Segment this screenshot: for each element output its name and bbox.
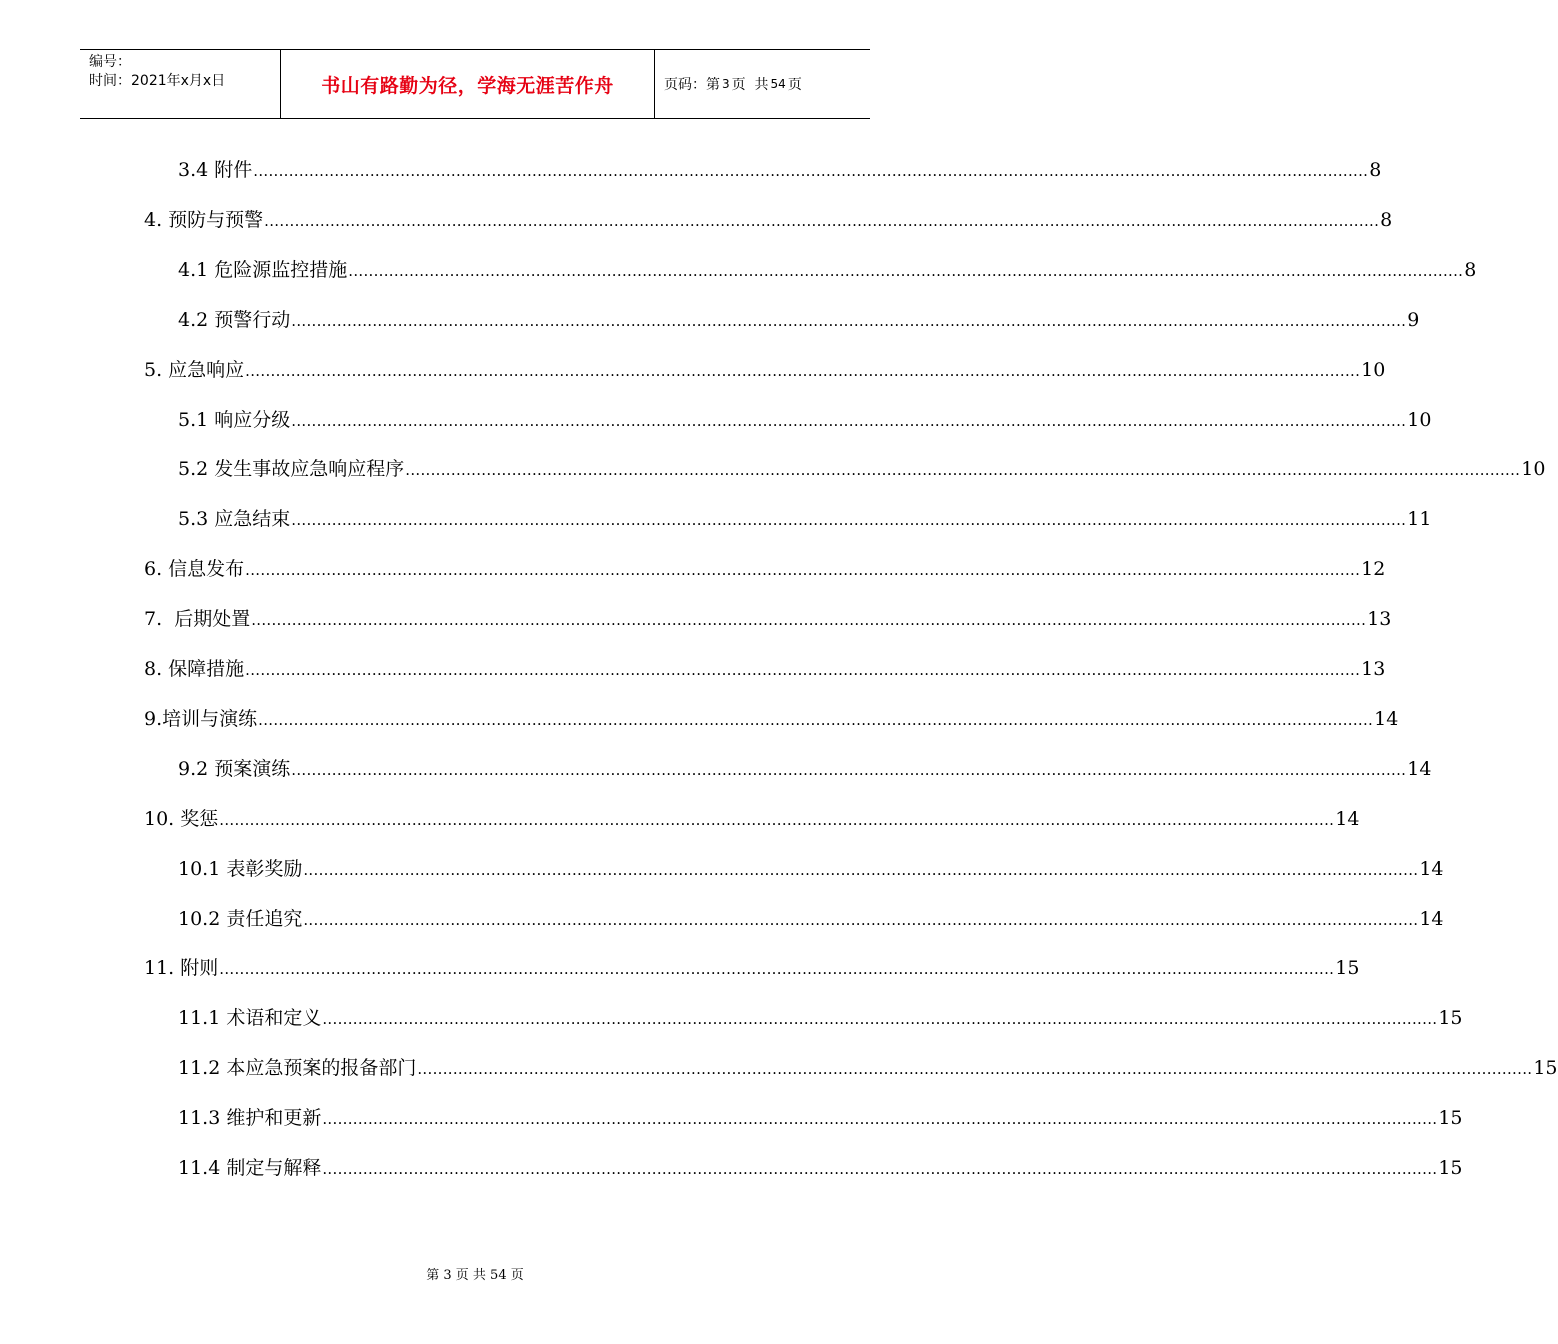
toc-entry-page: 14 (1335, 807, 1360, 830)
toc-entry[interactable] (144, 806, 1360, 832)
toc-leader-dots: ............................................................................................................................................................................................................................ (264, 211, 1380, 230)
toc-entry-page: 10 (1407, 408, 1432, 431)
toc-entry[interactable] (178, 157, 1382, 183)
header-motto: 书山有路勤为径，学海无涯苦作舟 (281, 50, 655, 118)
toc-leader-dots: ............................................................................................................................................................................................................................ (417, 1060, 1533, 1079)
toc-entry-title: 9.2 预案演练 (178, 757, 291, 780)
toc-entry-page: 13 (1367, 608, 1392, 631)
toc-entry-page: 10 (1521, 458, 1546, 481)
toc-leader-dots: ............................................................................................................................................................................................................................ (258, 710, 1374, 729)
toc-entry-title: 4.2 预警行动 (178, 308, 291, 331)
toc-entry[interactable] (178, 856, 1444, 882)
toc-entry-page: 11 (1407, 508, 1432, 531)
toc-entry[interactable] (178, 1005, 1463, 1031)
toc-entry-title: 10.2 责任追究 (178, 907, 303, 930)
toc-entry[interactable] (178, 307, 1420, 333)
header-page-info (655, 50, 870, 118)
toc-entry-page: 13 (1361, 658, 1386, 680)
toc-leader-dots: ............................................................................................................................................................................................................................ (291, 311, 1407, 330)
toc-entry-title: 8. 保障措施 (144, 658, 245, 680)
toc-entry-title: 5.3 应急结束 (178, 508, 291, 531)
toc-entry-title: 11. 附则 (144, 957, 219, 980)
page-footer: 第 3 页 共 54 页 (426, 1268, 524, 1283)
toc-entry[interactable] (178, 1105, 1463, 1131)
toc-leader-dots: ............................................................................................................................................................................................................................ (291, 511, 1407, 530)
toc-entry-title: 4. 预防与预警 (144, 208, 264, 231)
toc-entry[interactable] (178, 1055, 1558, 1081)
header-page-num: 3 (722, 77, 730, 91)
toc-entry-title: 5. 应急响应 (144, 358, 245, 381)
toc-entry[interactable] (178, 456, 1546, 482)
toc-entry-page: 14 (1407, 757, 1432, 780)
toc-entry[interactable] (178, 906, 1444, 932)
toc-leader-dots: ............................................................................................................................................................................................................................ (291, 411, 1407, 430)
toc-leader-dots: ............................................................................................................................................................................................................................ (251, 611, 1367, 630)
toc-entry[interactable] (178, 257, 1477, 283)
toc-entry-page: 8 (1464, 258, 1477, 281)
toc-entry[interactable] (178, 506, 1432, 532)
toc-entry[interactable] (178, 407, 1432, 433)
toc-leader-dots: ............................................................................................................................................................................................................................ (405, 461, 1521, 480)
toc-entry-title: 6. 信息发布 (144, 558, 245, 581)
toc-leader-dots: ............................................................................................................................................................................................................................ (348, 261, 1464, 280)
toc-entry[interactable] (144, 606, 1392, 632)
toc-entry-title: 10. 奖惩 (144, 807, 219, 830)
toc-entry-title: 4.1 危险源监控措施 (178, 258, 348, 281)
header-page-end: 页 (787, 77, 802, 93)
toc-entry[interactable] (144, 556, 1386, 582)
toc-leader-dots: ............................................................................................................................................................................................................................ (322, 1010, 1438, 1029)
toc-leader-dots: ............................................................................................................................................................................................................................ (303, 910, 1419, 929)
header-number-label: 编号： (89, 54, 131, 70)
toc-entry-page: 8 (1369, 159, 1382, 181)
toc-entry-page: 8 (1380, 208, 1393, 231)
toc-entry[interactable] (144, 955, 1360, 981)
toc-entry-page: 12 (1361, 558, 1386, 581)
toc-entry-title: 11.3 维护和更新 (178, 1107, 322, 1130)
toc-leader-dots: ............................................................................................................................................................................................................................ (245, 361, 1361, 380)
toc-entry[interactable] (144, 207, 1393, 233)
toc-entry-page: 9 (1407, 308, 1420, 331)
toc-entry-page: 10 (1361, 358, 1386, 381)
toc-entry-page: 15 (1438, 1107, 1463, 1130)
toc-entry[interactable] (144, 656, 1386, 682)
toc-entry-page: 14 (1374, 707, 1399, 730)
toc-entry-page: 15 (1438, 1157, 1463, 1179)
toc-entry[interactable] (178, 756, 1432, 782)
toc-entry[interactable] (144, 357, 1386, 383)
toc-entry-title: 11.1 术语和定义 (178, 1007, 322, 1030)
toc-leader-dots: ............................................................................................................................................................................................................................ (303, 860, 1419, 879)
toc-leader-dots: ............................................................................................................................................................................................................................ (245, 661, 1361, 679)
toc-entry[interactable] (178, 1155, 1463, 1181)
toc-entry-page: 15 (1438, 1007, 1463, 1030)
toc-leader-dots: ............................................................................................................................................................................................................................ (219, 810, 1335, 829)
toc-leader-dots: ............................................................................................................................................................................................................................ (219, 960, 1335, 979)
toc-entry-title: 3.4 附件 (178, 159, 253, 181)
toc-leader-dots: ............................................................................................................................................................................................................................ (253, 162, 1369, 180)
header-time-label: 时间：2021年x月x日 (89, 73, 226, 89)
toc-entry-page: 15 (1533, 1057, 1558, 1080)
toc-entry-title: 5.1 响应分级 (178, 408, 291, 431)
toc-entry-title: 7. 后期处置 (144, 608, 251, 631)
toc-entry-title: 10.1 表彰奖励 (178, 857, 303, 880)
toc-leader-dots: ............................................................................................................................................................................................................................ (322, 1160, 1438, 1178)
header-meta (80, 50, 281, 118)
toc-entry-page: 14 (1419, 907, 1444, 930)
toc-leader-dots: ............................................................................................................................................................................................................................ (322, 1110, 1438, 1129)
toc-entry-title: 11.2 本应急预案的报备部门 (178, 1057, 417, 1080)
toc-entry[interactable] (144, 706, 1399, 732)
toc-entry-title: 5.2 发生事故应急响应程序 (178, 458, 405, 481)
toc-leader-dots: ............................................................................................................................................................................................................................ (291, 760, 1407, 779)
header-page-mid: 页 共 (731, 77, 769, 93)
page-header (80, 49, 870, 119)
header-page-total: 54 (770, 77, 786, 91)
toc-leader-dots: ............................................................................................................................................................................................................................ (245, 561, 1361, 580)
toc-entry-title: 9.培训与演练 (144, 707, 258, 730)
toc-entry-page: 14 (1419, 857, 1444, 880)
toc-entry-page: 15 (1335, 957, 1360, 980)
toc-entry-title: 11.4 制定与解释 (178, 1157, 322, 1179)
header-page-label: 页码：第 (664, 77, 720, 93)
